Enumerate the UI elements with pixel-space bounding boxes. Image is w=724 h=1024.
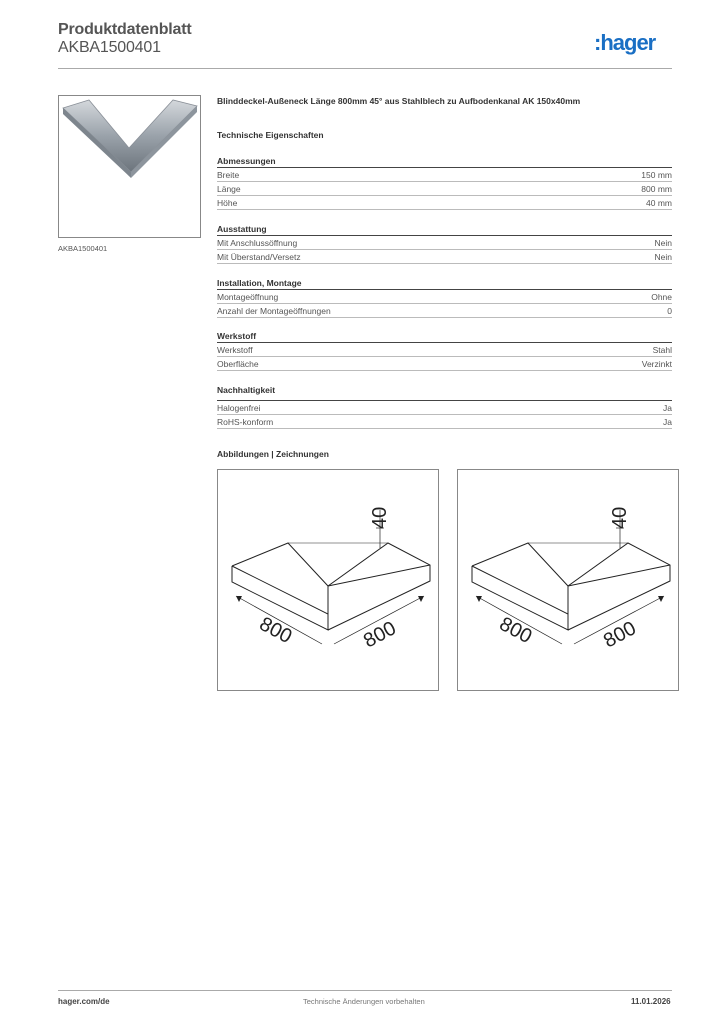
section-sustainability [217,384,672,429]
drawing-graphic [218,470,438,690]
right-length-label: 800 [360,617,400,653]
drawing-graphic [458,470,678,690]
article-number: AKBA1500401 [58,39,161,56]
section-dimensions [217,155,672,210]
product-image-caption: AKBA1500401 [58,244,108,253]
section-equipment [217,223,672,264]
product-description: Blinddeckel-Außeneck Länge 800mm 45° aus Stahlblech zu Aufbodenkanal AK 150x40mm [217,96,581,106]
property-label: Oberfläche [217,359,259,369]
document-title: Produktdatenblatt [58,21,192,38]
property-value: Nein [654,238,672,248]
property-row [217,415,672,429]
header-divider [58,68,672,69]
section-title: Installation, Montage [217,277,672,290]
left-length-label: 800 [495,612,536,649]
property-value: Ohne [651,292,672,302]
section-material [217,330,672,371]
property-value: Ja [663,417,672,427]
footer-website-link[interactable]: hager.com/de [58,997,110,1006]
hager-logo: :hager [594,30,656,55]
property-value: Nein [654,252,672,262]
property-row [217,196,672,210]
property-value: 800 mm [641,184,672,194]
property-row [217,250,672,264]
drawings-heading: Abbildungen | Zeichnungen [217,449,329,459]
property-value: 150 mm [641,170,672,180]
property-value: Ja [663,403,672,413]
property-label: Werkstoff [217,345,253,355]
left-length-label: 800 [255,612,296,649]
footer-disclaimer: Technische Änderungen vorbehalten [303,997,425,1006]
property-row [217,304,672,318]
property-row [217,357,672,371]
height-dimension-label: 40 [609,506,631,529]
property-row [217,343,672,357]
height-dimension-label: 40 [369,506,391,529]
footer-date: 11.01.2026 [631,997,671,1006]
section-title: Abmessungen [217,155,672,168]
property-value: Stahl [652,345,672,355]
property-value: Verzinkt [641,359,672,369]
property-label: Länge [217,184,241,194]
footer-divider [58,990,672,991]
property-row [217,401,672,415]
property-label: Montageöffnung [217,292,279,302]
property-label: Höhe [217,198,238,208]
property-label: Mit Anschlussöffnung [217,238,298,248]
section-title: Ausstattung [217,223,672,236]
property-row [217,236,672,250]
property-label: Breite [217,170,240,180]
property-label: RoHS-konform [217,417,274,427]
property-row [217,182,672,196]
property-label: Mit Überstand/Versetz [217,252,301,262]
property-row [217,168,672,182]
property-label: Anzahl der Montageöffnungen [217,306,331,316]
section-installation [217,277,672,318]
product-image [58,95,201,238]
right-length-label: 800 [600,617,640,653]
technical-drawing-1 [217,469,439,691]
property-value: 0 [667,306,672,316]
property-value: 40 mm [646,198,672,208]
section-title: Werkstoff [217,330,672,343]
section-title: Nachhaltigkeit [217,384,672,401]
property-label: Halogenfrei [217,403,261,413]
product-photo-graphic [59,96,200,237]
technical-properties-heading: Technische Eigenschaften [217,130,324,140]
property-row [217,290,672,304]
technical-drawing-2 [457,469,679,691]
